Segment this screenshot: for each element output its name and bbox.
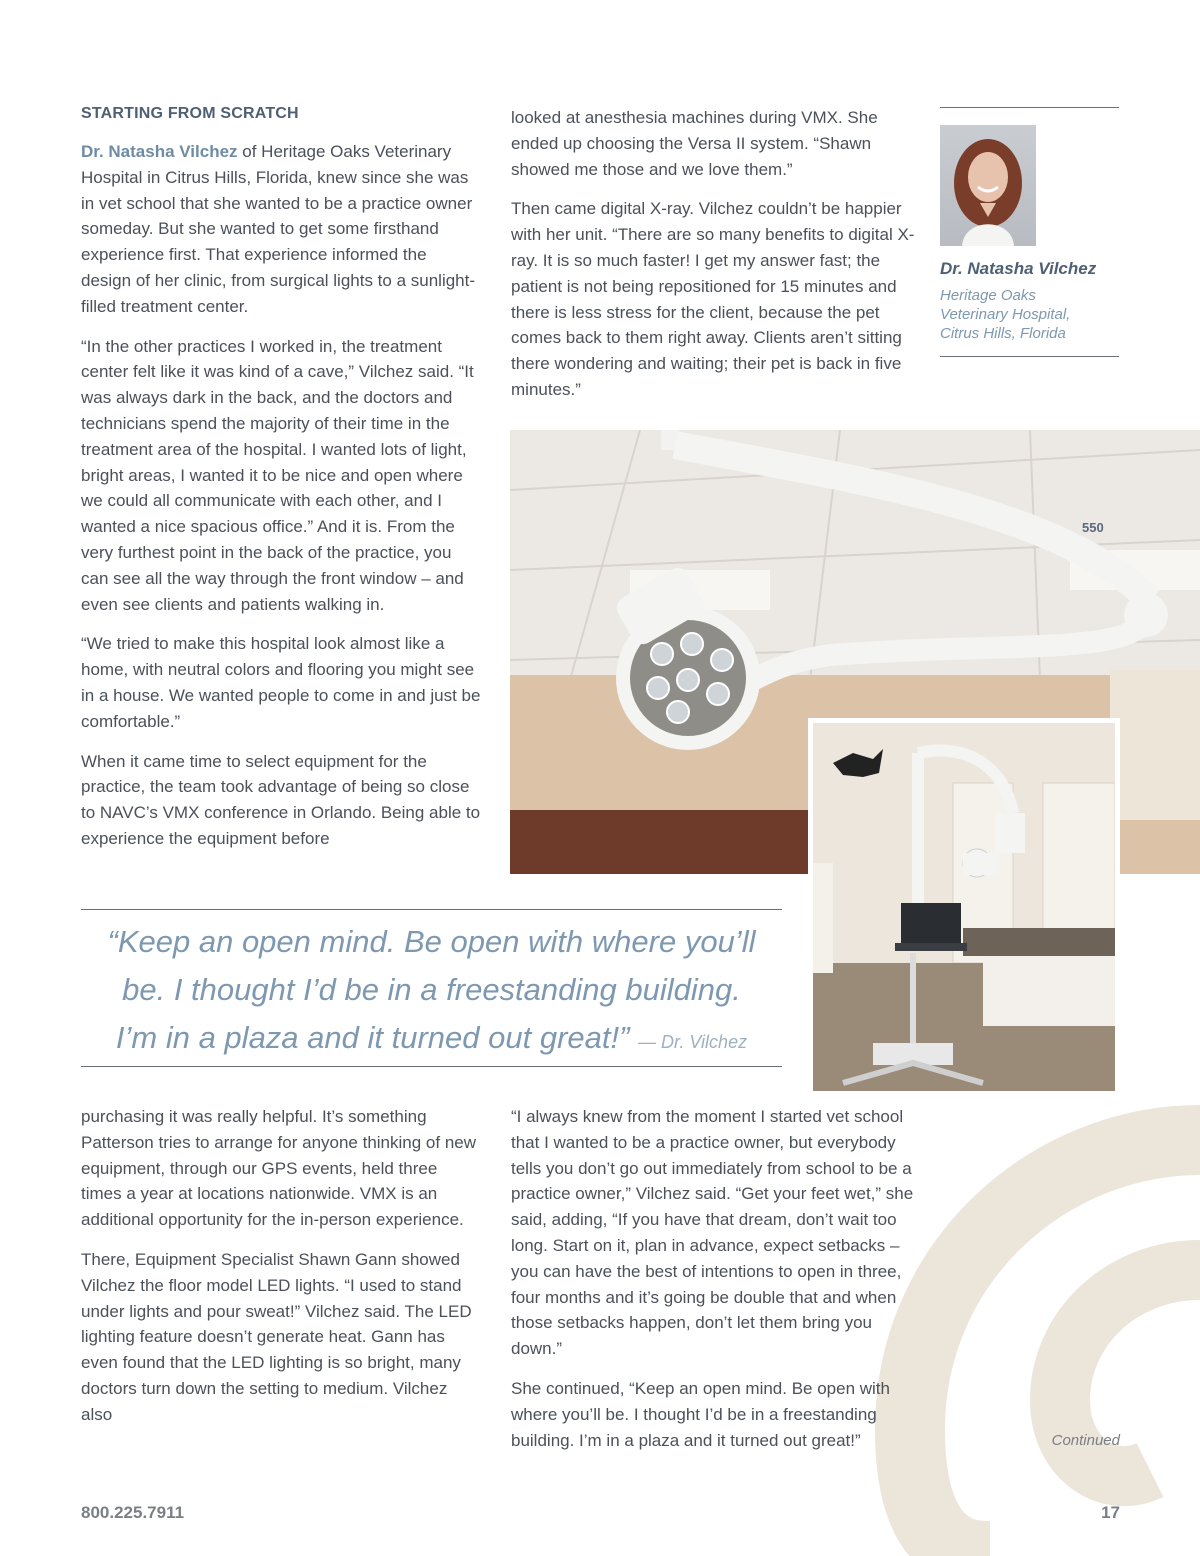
portrait-illustration [940, 125, 1036, 246]
profile-affiliation [940, 286, 1120, 343]
paragraph-text: of Heritage Oaks Veterinary Hospital in Citrus Hills, Florida, knew since she was in vet school that she wanted to be a practice owner someday. But she wanted to get some firsthand experience first. That experience informed the design of her clinic, from surgical lights to a sunlight-filled treatment center. [81, 142, 476, 316]
paragraph: looked at anesthesia machines during VMX. She ended up choosing the Versa II system. “Shawn showed me those and we love them.” [511, 108, 878, 179]
paragraph: When it came time to select equipment for the practice, the team took advantage of being so close to NAVC’s VMX conference in Orlando. Being able to experience the equipment before [81, 751, 481, 848]
pull-quote-top-rule [81, 909, 782, 910]
continued-label: Continued [1051, 1432, 1120, 1449]
paragraph: “In the other practices I worked in, the treatment center felt like it was kind of a cave,” Vilchez said. “It was always dark in the back, and the doctors and technicians spend the majority of their time in the treatment area of the hospital. I wanted lots of light, bright areas, I wanted it to be nice and open where we could all communicate with each other, and I wanted a nice spacious office.” And it is. From the very furthest point in the back of the practice, you can see all the way through the front window – and even see clients and patients walking in. [81, 336, 474, 614]
column-1-top [81, 105, 481, 866]
pull-quote-line [81, 1014, 782, 1066]
paragraph: purchasing it was really helpful. It’s something Patterson tries to arrange for anyone thinking of new equipment, through our GPS events, held three times a year at locations nationwide. VMX is an additional opportunity for the in-person experience. [81, 1107, 477, 1230]
paragraph: Then came digital X-ray. Vilchez couldn’t be happier with her unit. “There are so many benefits to digital X-ray. It is so much faster! I get my answer fast; the patient is not being repositioned for 15 minutes and there is less stress for the client, because the pet comes back to them right away. Clients aren’t sitting there wondering and waiting; their pet is back in five minutes.” [511, 199, 915, 399]
column-2-bottom [511, 1104, 916, 1467]
xray-unit-illustration [813, 723, 1115, 1091]
pull-quote-text: I’m in a plaza and it turned out great!” [115, 1020, 630, 1055]
column-1-bottom [81, 1104, 481, 1442]
paragraph: There, Equipment Specialist Shawn Gann showed Vilchez the floor model LED lights. “I used to stand under lights and pour sweat!” Vilchez said. The LED lighting feature doesn’t generate heat. Gann has even found that the LED lighting is so bright, many doctors turn down the setting to medium. Vilchez also [81, 1249, 472, 1424]
page-number: 17 [1101, 1503, 1120, 1522]
pull-quote-bottom-rule [81, 1066, 782, 1067]
affiliation-line: Veterinary Hospital, [940, 306, 1071, 323]
paragraph [81, 139, 481, 320]
profile-bottom-rule [940, 356, 1119, 357]
doctor-name: Dr. Natasha Vilchez [81, 142, 238, 161]
light-model-label: 550 [1082, 520, 1104, 535]
column-2-top [511, 105, 916, 417]
profile-name: Dr. Natasha Vilchez [940, 259, 1097, 278]
pull-quote-line: “Keep an open mind. Be open with where you’ll [107, 924, 756, 959]
profile-top-rule [940, 107, 1119, 108]
footer-phone: 800.225.7911 [81, 1503, 185, 1522]
pull-quote-line: be. I thought I’d be in a freestanding building. [122, 972, 741, 1007]
pull-quote [81, 918, 782, 1066]
xray-unit-photo [808, 718, 1120, 1096]
paragraph: “We tried to make this hospital look almost like a home, with neutral colors and flooring you might see in a house. We wanted people to come in and just be comfortable.” [81, 634, 481, 731]
affiliation-line: Citrus Hills, Florida [940, 325, 1066, 342]
pull-quote-attribution: — Dr. Vilchez [638, 1032, 748, 1052]
paragraph: She continued, “Keep an open mind. Be open with where you’ll be. I thought I’d be in a freestanding building. I’m in a plaza and it turned out great!” [511, 1378, 890, 1450]
section-heading: STARTING FROM SCRATCH [81, 105, 299, 122]
profile-photo [940, 125, 1036, 246]
affiliation-line: Heritage Oaks [940, 287, 1036, 304]
paragraph: “I always knew from the moment I started vet school that I wanted to be a practice owner, but everybody tells you don’t go out immediately from school to be a practice owner,” Vilchez said. “Get your feet wet,” she said, adding, “If you have that dream, don’t wait too long. Start on it, plan in advance, expect setbacks – you can have the best of intentions to open in three, four months and it’s going be double that and when those setbacks happen, don’t let them bring you down.” [511, 1107, 914, 1359]
